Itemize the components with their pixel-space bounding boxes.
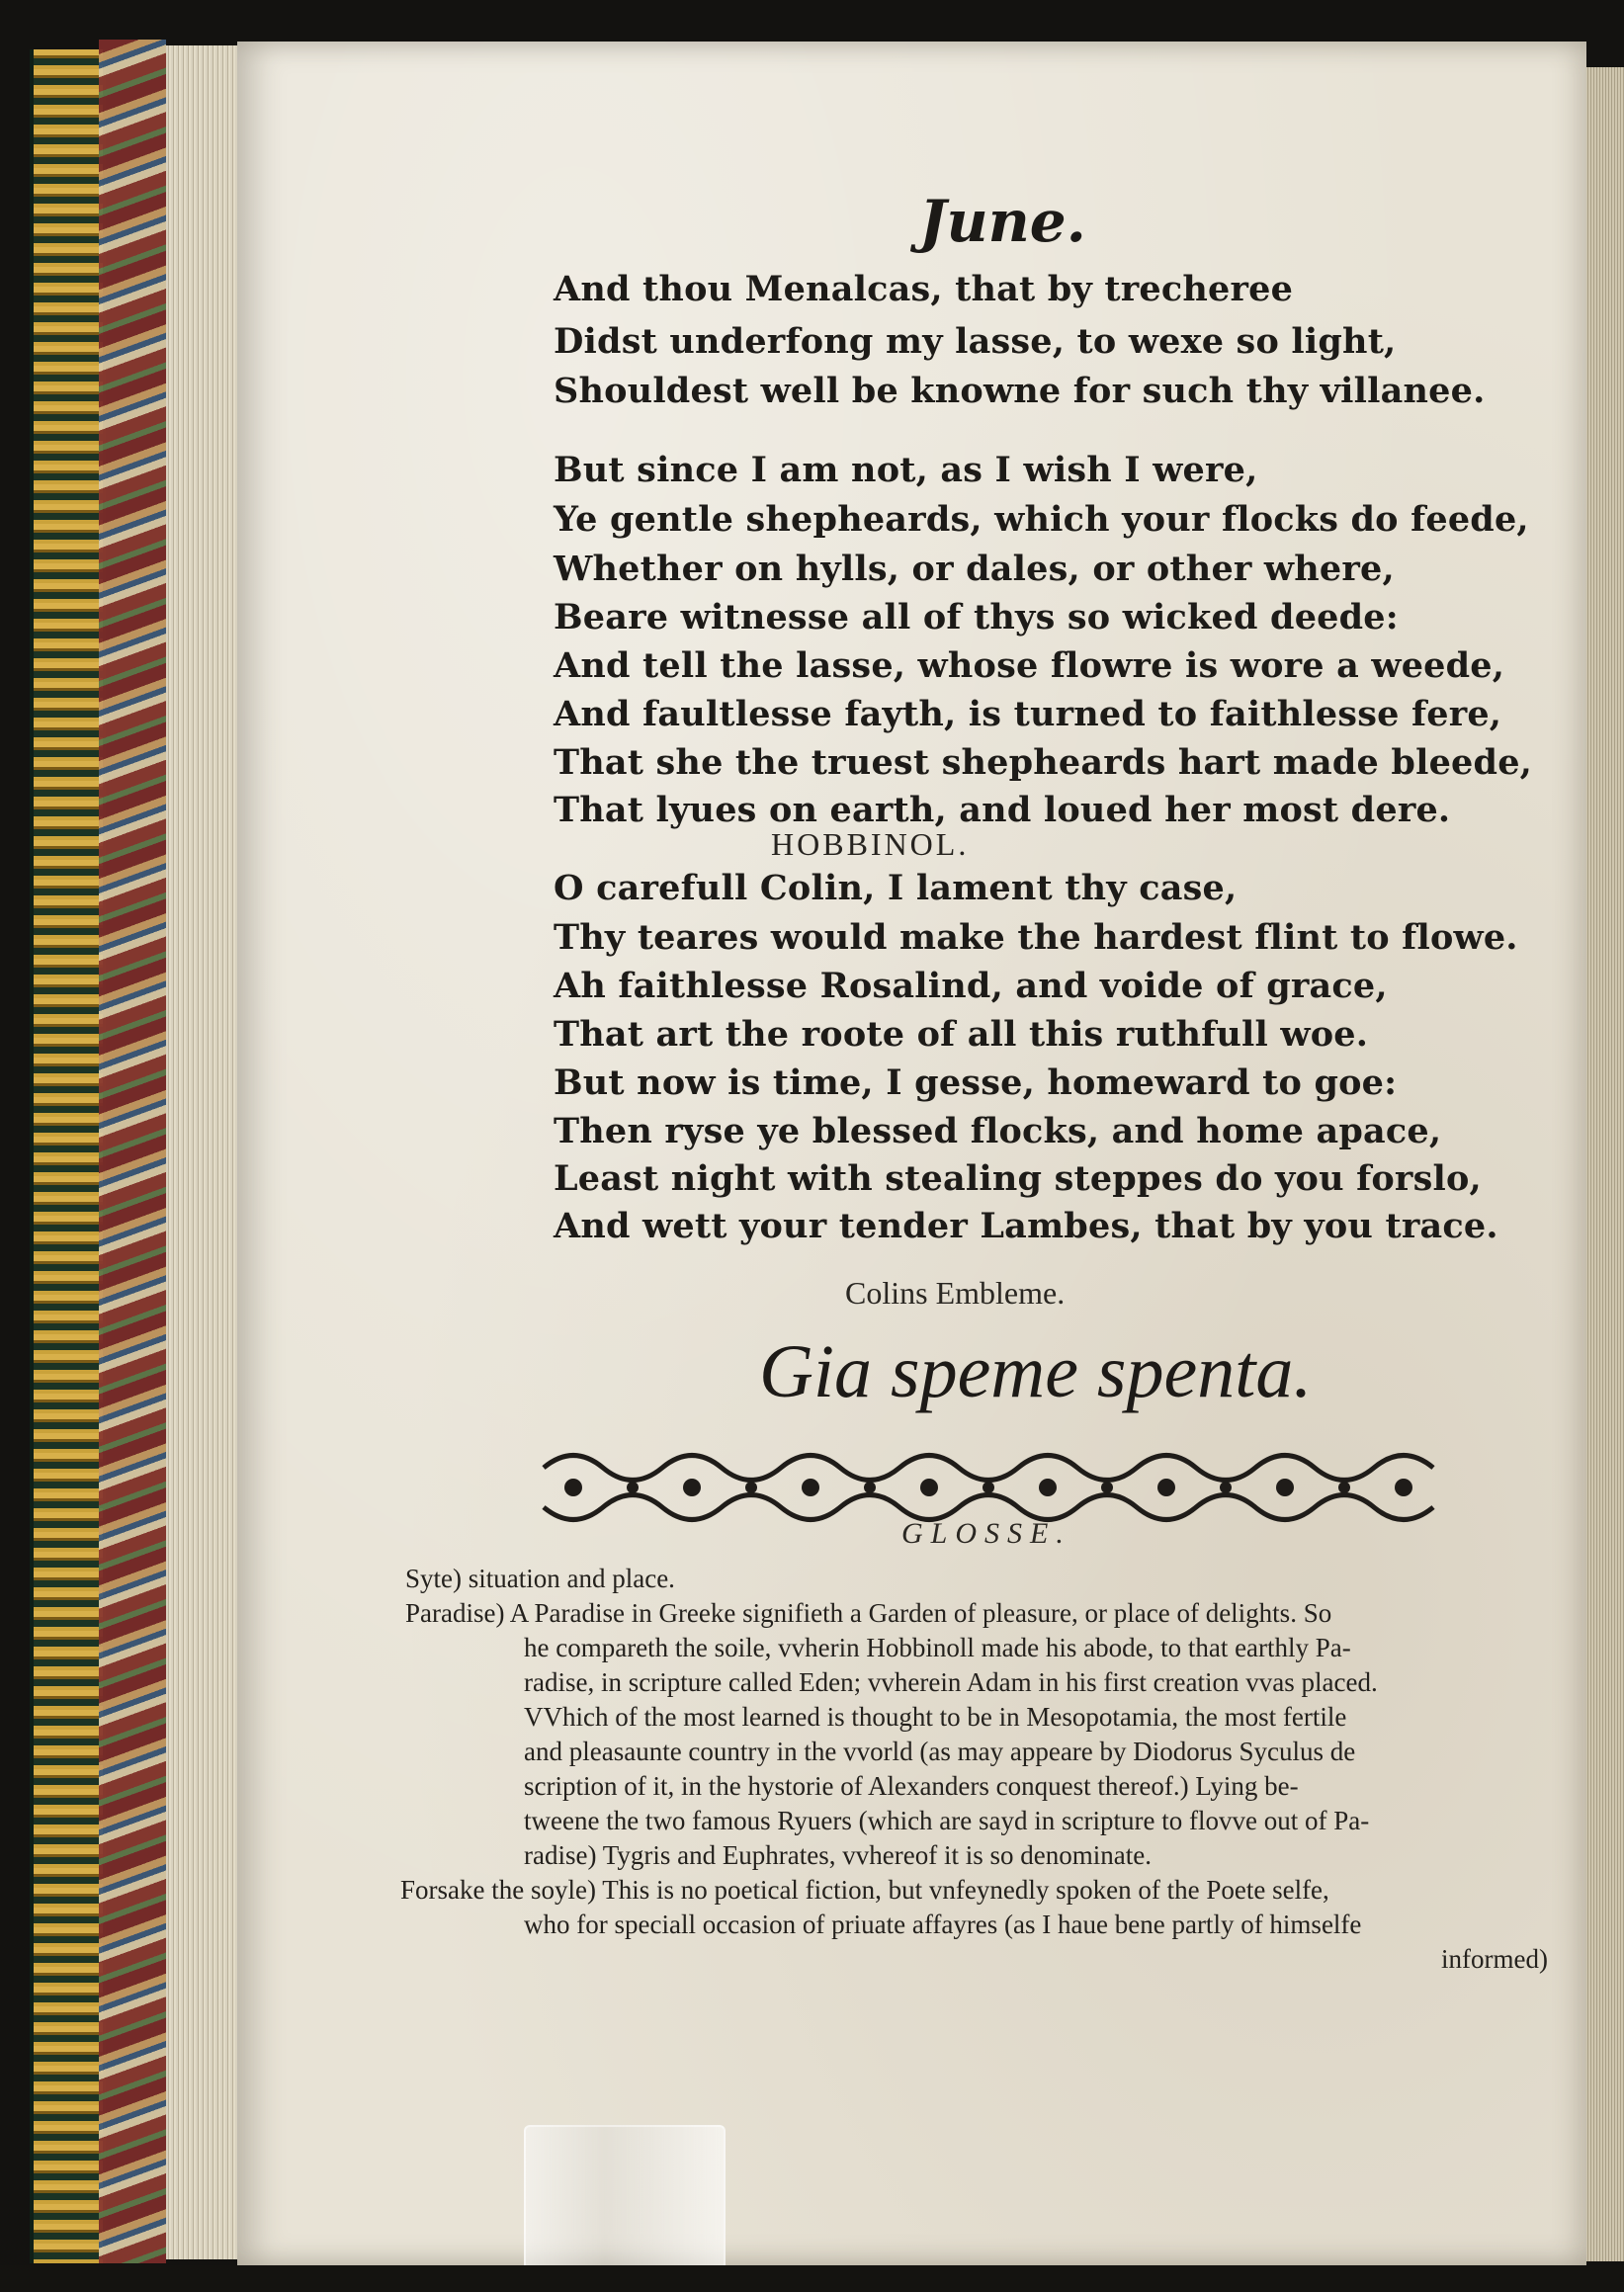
glosse-line: tweene the two famous Ryuers (which are sayd in scripture to flovve out of Pa-: [524, 1806, 1370, 1835]
verse-line: Thy teares would make the hardest flint to flowe.: [554, 917, 1518, 958]
glosse-line: Forsake the soyle) This is no poetical fiction, but vnfeynedly spoken of the Poete selfe,: [400, 1875, 1329, 1905]
glosse-catchword: informed): [1441, 1944, 1548, 1974]
glosse-heading: GLOSSE.: [901, 1517, 1071, 1550]
verse-line: That she the truest shepheards hart made bleede,: [554, 742, 1533, 783]
glosse-line: and pleasaunte country in the vvorld (as may appeare by Diodorus Syculus de: [524, 1737, 1356, 1766]
verse-line: Didst underfong my lasse, to wexe so light,: [554, 321, 1397, 362]
background-shadow: [0, 2265, 1624, 2292]
glosse-line: radise, in scripture called Eden; vvherein Adam in his first creation vvas placed.: [524, 1667, 1378, 1697]
glosse-line: scription of it, in the hystorie of Alexanders conquest thereof.) Lying be-: [524, 1771, 1299, 1801]
verse-line: Whether on hylls, or dales, or other where,: [554, 549, 1395, 589]
verse-line: But now is time, I gesse, homeward to goe:: [554, 1062, 1398, 1103]
verse-line: Least night with stealing steppes do you forslo,: [554, 1158, 1482, 1199]
glosse-line: Paradise) A Paradise in Greeke signifieth a Garden of pleasure, or place of delights. So: [405, 1598, 1332, 1628]
page-title: June.: [919, 188, 1086, 255]
gilt-binding-edge: [30, 49, 106, 2263]
verse-line: Then ryse ye blessed flocks, and home apace,: [554, 1111, 1442, 1151]
glosse-line: he compareth the soile, vvherin Hobbinoll made his abode, to that earthly Pa-: [524, 1633, 1351, 1662]
glosse-line: VVhich of the most learned is thought to be in Mesopotamia, the most fertile: [524, 1702, 1347, 1732]
verse-line: Ye gentle shepheards, which your flocks do feede,: [554, 499, 1529, 540]
verse-line: And faultlesse fayth, is turned to faithlesse fere,: [554, 694, 1502, 734]
show-through-text: ​: [275, 165, 279, 234]
glosse-line: Syte) situation and place.: [405, 1564, 675, 1593]
verse-line: Ah faithlesse Rosalind, and voide of grace,: [554, 966, 1388, 1006]
verse-line: And thou Menalcas, that by trecheree: [554, 269, 1294, 309]
verse-line: And wett your tender Lambes, that by you trace.: [554, 1206, 1498, 1246]
verse-line: O carefull Colin, I lament thy case,: [554, 868, 1238, 908]
verse-line: And tell the lasse, whose flowre is wore a weede,: [554, 645, 1505, 686]
verse-line: Shouldest well be knowne for such thy villanee.: [554, 371, 1486, 411]
verse-line: That lyues on earth, and loued her most dere.: [554, 790, 1451, 830]
marbled-endpaper: [99, 40, 166, 2263]
glosse-line: radise) Tygris and Euphrates, vvhereof it is so denominate.: [524, 1840, 1152, 1870]
verse-line: Beare witnesse all of thys so wicked deede:: [554, 597, 1399, 637]
speaker-name: HOBBINOL.: [771, 826, 970, 862]
verse-line: That art the roote of all this ruthfull woe.: [554, 1014, 1369, 1055]
emblem-motto: Gia speme spenta.: [759, 1330, 1313, 1413]
verse-line: But since I am not, as I wish I were,: [554, 450, 1258, 490]
glosse-line: who for speciall occasion of priuate affayres (as I haue bene partly of himselfe: [524, 1910, 1362, 1939]
page-block-edge: [166, 45, 245, 2259]
emblem-label: Colins Embleme.: [845, 1275, 1066, 1311]
